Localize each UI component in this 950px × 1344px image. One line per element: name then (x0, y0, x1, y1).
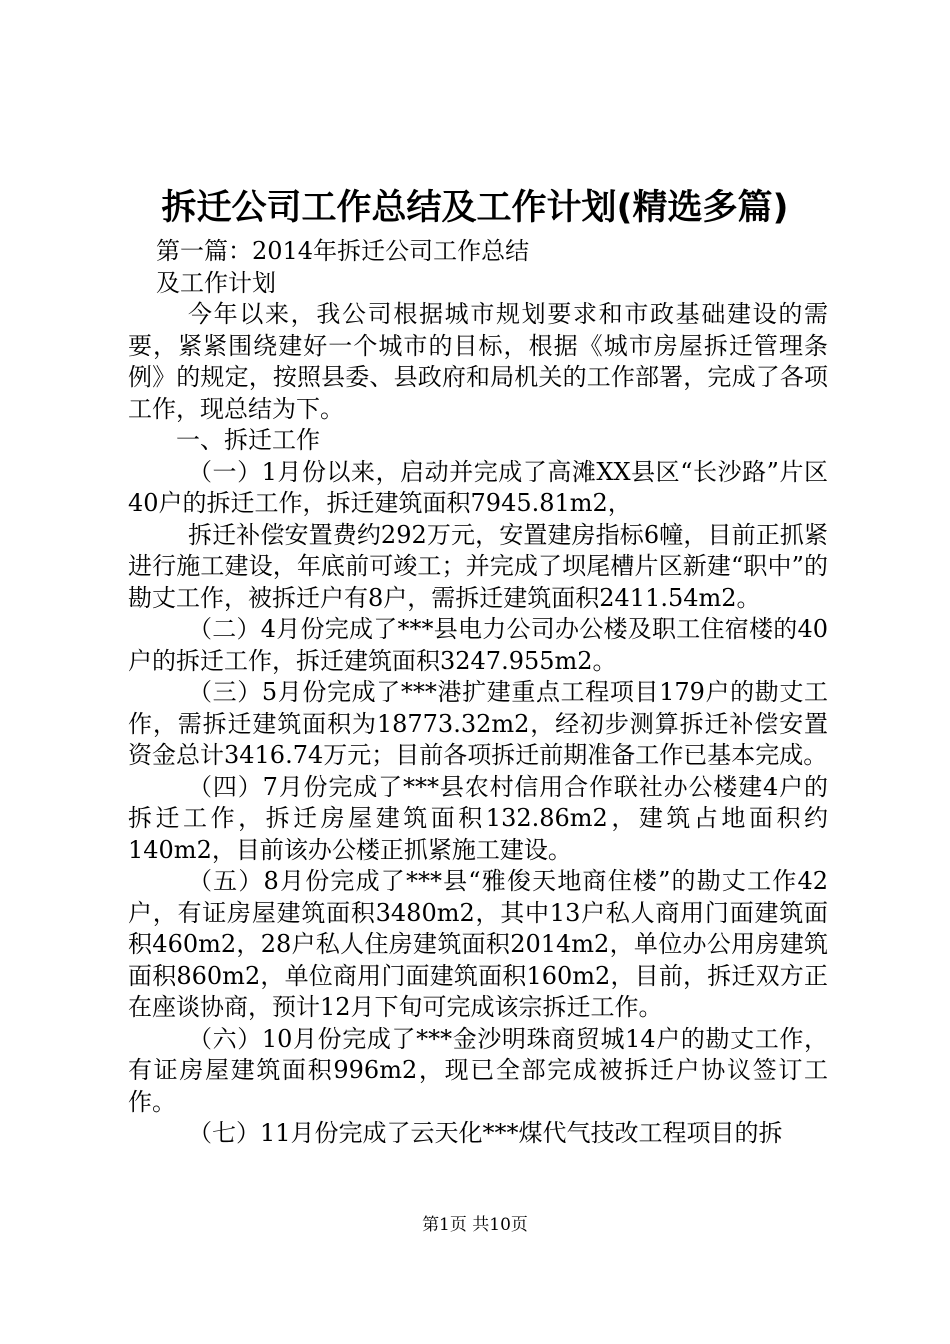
section-heading: 一、拆迁工作 (176, 426, 320, 454)
item-5-paragraph: （五）8月份完成了***县“雅俊天地商住楼”的勘丈工作42户，有证房屋建筑面积3480m2，其中13户私人商用门面建筑面积460m2，28户私人住房建筑面积2014m2，单位办公用房建筑面积860m2，单位商用门面建筑面积160m2，目前，拆迁双方正在座谈协商，预计12月下旬可完成该宗拆迁工作。 (128, 867, 828, 1021)
chapter-heading-line-1: 第一篇：2014年拆迁公司工作总结 (156, 237, 530, 265)
item-3-paragraph: （三）5月份完成了***港扩建重点工程项目179户的勘丈工作，需拆迁建筑面积为18773.32m2，经初步测算拆迁补偿安置资金总计3416.74万元；目前各项拆迁前期准备工作已基本完成。 (128, 678, 828, 769)
item-1-paragraph: （一）1月份以来，启动并完成了高滩XX县区“长沙路”片区40户的拆迁工作，拆迁建筑面积7945.81m2， (128, 457, 828, 517)
intro-paragraph: 今年以来，我公司根据城市规划要求和市政基础建设的需要，紧紧围绕建好一个城市的目标，根据《城市房屋拆迁管理条例》的规定，按照县委、县政府和局机关的工作部署，完成了各项工作，现总结为下。 (128, 300, 828, 423)
page-footer: 第1页 共10页 (422, 1215, 528, 1235)
item-6-paragraph: （六）10月份完成了***金沙明珠商贸城14户的勘丈工作，有证房屋建筑面积996m2，现已全部完成被拆迁户协议签订工作。 (128, 1024, 828, 1116)
item-2-paragraph: （二）4月份完成了***县电力公司办公楼及职工住宿楼的40户的拆迁工作，拆迁建筑面积3247.955m2。 (128, 615, 828, 675)
item-4-paragraph: （四）7月份完成了***县农村信用合作联社办公楼建4户的拆迁工作，拆迁房屋建筑面积132.86m2，建筑占地面积约140m2，目前该办公楼正抓紧施工建设。 (128, 772, 828, 864)
item-1-continued-paragraph: 拆迁补偿安置费约292万元，安置建房指标6幢，目前正抓紧进行施工建设，年底前可竣工；并完成了坝尾槽片区新建“职中”的勘丈工作，被拆迁户有8户，需拆迁建筑面积2411.54m2。 (128, 520, 828, 612)
item-7-paragraph: （七）11月份完成了云天化***煤代气技改工程项目的拆 (188, 1119, 783, 1147)
chapter-heading-line-2: 及工作计划 (156, 268, 276, 297)
document-title: 拆迁公司工作总结及工作计划(精选多篇) (161, 188, 789, 228)
document-body (128, 236, 828, 1150)
